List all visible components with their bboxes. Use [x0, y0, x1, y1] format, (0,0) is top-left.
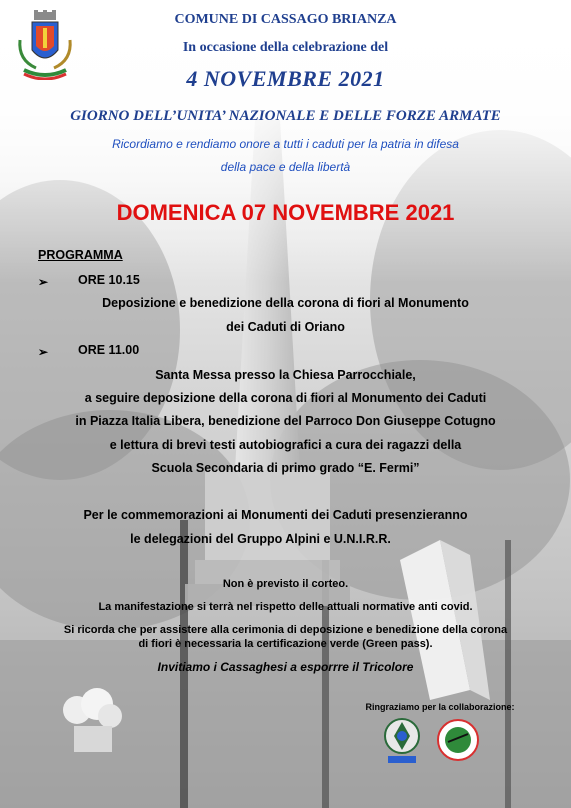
programme-title: PROGRAMMA — [38, 248, 123, 262]
dedication-line-1: Ricordiamo e rendiamo onore a tutti i caduti per la patria in difesa — [112, 137, 459, 151]
programme-item-2-line: Scuola Secondaria di primo grado “E. Fermi” — [151, 461, 420, 475]
programme-time-2: ORE 11.00 — [78, 343, 140, 357]
programme-time-1: ORE 10.15 — [78, 273, 140, 287]
programme-item-1-line: Deposizione e benedizione della corona di fiori al Monumento — [102, 296, 469, 310]
programme-item-2-line: Santa Messa presso la Chiesa Parrocchiale, — [155, 368, 416, 382]
commemorations-line-2: le delegazioni del Gruppo Alpini e U.N.I.R.R. — [130, 532, 391, 546]
programme-item-2-line: e lettura di brevi testi autobiografici a cura dei ragazzi della — [109, 438, 462, 452]
no-parade-note: Non è previsto il corteo. — [222, 578, 349, 590]
thanks-label: Ringraziamo per la collaborazione: — [365, 702, 515, 712]
event-date: DOMENICA 07 NOVEMBRE 2021 — [116, 200, 455, 225]
celebration-date: 4 NOVEMBRE 2021 — [186, 66, 385, 91]
flowers-icon — [52, 680, 132, 760]
green-pass-note-2: di fiori è necessaria la certificazione verde (Green pass). — [138, 638, 433, 650]
programme-item-2-line: in Piazza Italia Libera, benedizione del Parroco Don Giuseppe Cotugno — [75, 414, 496, 428]
commemorations-line-1: Per le commemorazioni ai Monumenti dei Caduti presenzieranno — [83, 508, 468, 522]
programme-item-2-line: a seguire deposizione della corona di fiori al Monumento dei Caduti — [84, 391, 487, 405]
alpini-logo-icon — [436, 718, 480, 762]
celebration-name: GIORNO DELL’UNITA’ NAZIONALE E DELLE FORZE ARMATE — [70, 108, 501, 124]
programme-item-1-line: dei Caduti di Oriano — [226, 320, 345, 334]
green-pass-note-1: Si ricorda che per assistere alla cerimonia di deposizione e benedizione della corona — [63, 624, 508, 636]
comune-title: COMUNE DI CASSAGO BRIANZA — [174, 12, 397, 27]
dedication-line-2: della pace e della libertà — [220, 160, 351, 174]
arrow-bullet-icon: ➢ — [38, 345, 49, 359]
unirr-logo-icon — [380, 716, 424, 764]
occasion-line: In occasione della celebrazione del — [182, 40, 389, 55]
covid-rules-note: La manifestazione si terrà nel rispetto delle attuali normative anti covid. — [98, 601, 473, 613]
arrow-bullet-icon: ➢ — [38, 275, 49, 289]
flag-invitation: Invitiamo i Cassaghesi a esporrre il Tricolore — [157, 660, 414, 674]
